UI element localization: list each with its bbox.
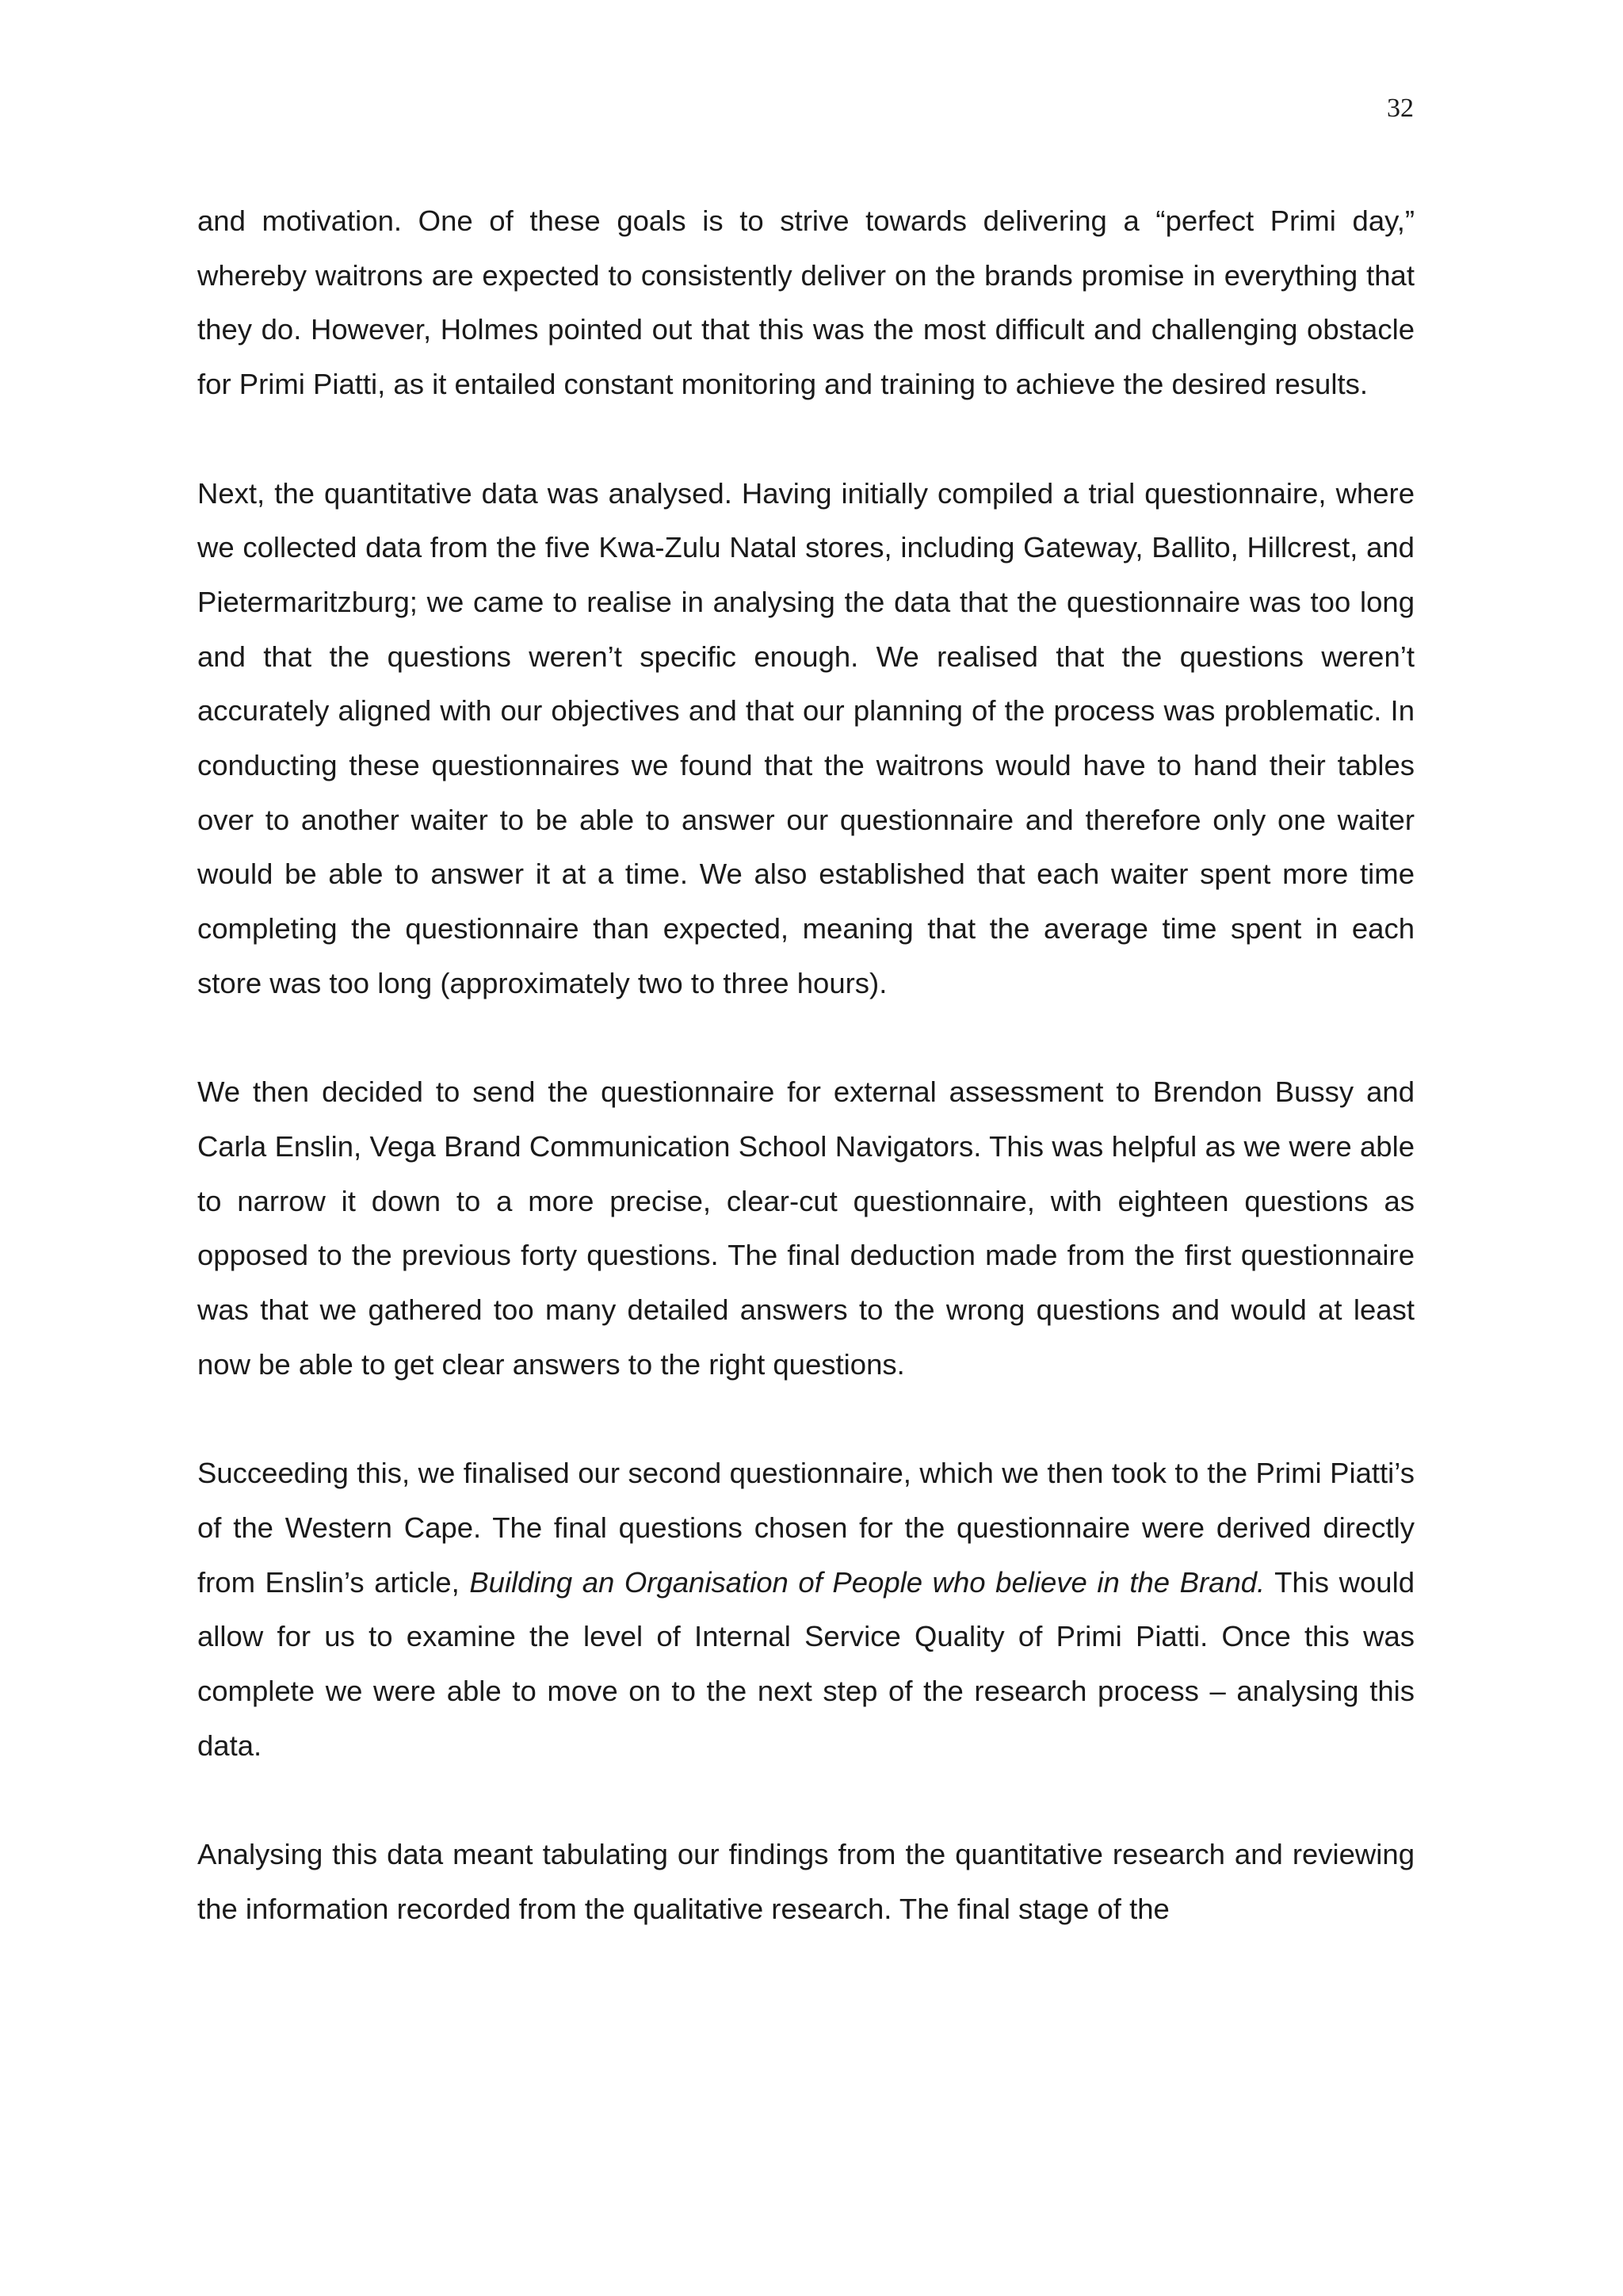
paragraph-text-after: This would allow for us to examine the level of Internal Service Quality of Primi Piatti. Once this was complete we were able to move on to the next step of the research process – analysing this data. xyxy=(197,1565,1415,1762)
body-text xyxy=(197,194,1415,1936)
paragraph-quantitative-data: Next, the quantitative data was analysed. Having initially compiled a trial questionnaire, where we collected data from the five Kwa-Zulu Natal stores, including Gateway, Ballito, Hillcrest, and Pietermaritzburg; we came to realise in analysing the data that the questionnaire was too long and that the questions weren’t specific enough. We realised that the questions weren’t accurately aligned with our objectives and that our planning of the process was problematic. In conducting these questionnaires we found that the waitrons would have to hand their tables over to another waiter to be able to answer our questionnaire and therefore only one waiter would be able to answer it at a time. We also established that each waiter spent more time completing the questionnaire than expected, meaning that the average time spent in each store was too long (approximately two to three hours). xyxy=(197,476,1415,999)
paragraph-motivation: and motivation. One of these goals is to strive towards delivering a “perfect Primi day,” whereby waitrons are expected to consistently deliver on the brands promise in everything that they do. However, Holmes pointed out that this was the most difficult and challenging obstacle for Primi Piatti, as it entailed constant monitoring and training to achieve the desired results. xyxy=(197,204,1415,401)
article-title: Building an Organisation of People who believe in the Brand. xyxy=(469,1565,1266,1599)
paragraph-text-before: Succeeding this, we finalised our second questionnaire, which we then took to the Primi Piatti’s of the Western Cape. The final questions chosen for the questionnaire were derived directly from Enslin’s article, xyxy=(197,1457,1415,1599)
paragraph-external-assessment: We then decided to send the questionnaire for external assessment to Brendon Bussy and Carla Enslin, Vega Brand Communication School Navigators. This was helpful as we were able to narrow it down to a more precise, clear-cut questionnaire, with eighteen questions as opposed to the previous forty questions. The final deduction made from the first questionnaire was that we gathered too many detailed answers to the wrong questions and would at least now be able to get clear answers to the right questions. xyxy=(197,1075,1415,1381)
paragraph-analysing-data: Analysing this data meant tabulating our findings from the quantitative research and reviewing the information recorded from the qualitative research. The final stage of the xyxy=(197,1838,1415,1925)
paragraph-second-questionnaire xyxy=(197,1446,1415,1773)
page-number: 32 xyxy=(1387,94,1414,123)
